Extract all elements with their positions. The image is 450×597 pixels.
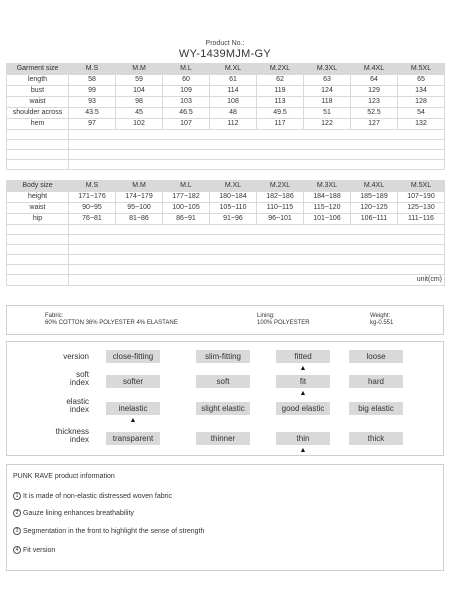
- item-text: It is made of non-elastic distressed woven fabric: [23, 492, 173, 500]
- empty-cell: [7, 140, 69, 150]
- table-cell: 108: [210, 97, 257, 108]
- table-cell: 65: [398, 75, 445, 86]
- weight-value: kg-0.551: [370, 320, 394, 326]
- fit-option: transparent: [106, 432, 160, 445]
- table-cell: 81~86: [116, 214, 163, 225]
- empty-cell: [69, 255, 445, 265]
- header-size: M.3XL: [304, 181, 351, 192]
- item-text: Fit version: [23, 546, 56, 554]
- table-cell: 76~81: [69, 214, 116, 225]
- empty-cell: [7, 150, 69, 160]
- fit-option: thinner: [196, 432, 250, 445]
- info-list-item: [13, 546, 55, 554]
- table-cell: 93: [69, 97, 116, 108]
- header-size: M.2XL: [257, 64, 304, 75]
- table-cell: 43.5: [69, 108, 116, 119]
- empty-row: [7, 225, 445, 235]
- table-cell: 110~115: [257, 203, 304, 214]
- weight-label: Weight:: [370, 313, 391, 319]
- table-cell: 99: [69, 86, 116, 97]
- empty-cell: [7, 275, 69, 286]
- info-list-item: [13, 509, 134, 517]
- fit-option: thick: [349, 432, 403, 445]
- fit-option: big elastic: [349, 402, 403, 415]
- table-cell: 98: [116, 97, 163, 108]
- row-label: height: [7, 192, 69, 203]
- fit-row-label: version: [63, 352, 89, 361]
- table-row: [7, 192, 445, 203]
- fit-option: slim-fitting: [196, 350, 250, 363]
- table-cell: 180~184: [210, 192, 257, 203]
- fit-index-box: [6, 341, 444, 456]
- empty-cell: [7, 245, 69, 255]
- table-row: [7, 119, 445, 130]
- table-cell: 128: [398, 97, 445, 108]
- table-cell: 101~106: [304, 214, 351, 225]
- selected-indicator-icon: ▲: [299, 447, 307, 454]
- empty-cell: [69, 245, 445, 255]
- table-cell: 120~125: [351, 203, 398, 214]
- table-cell: 111~116: [398, 214, 445, 225]
- table-cell: 117: [257, 119, 304, 130]
- table-cell: 45: [116, 108, 163, 119]
- fit-option: close-fitting: [106, 350, 160, 363]
- fit-option: good elastic: [276, 402, 330, 415]
- table-cell: 48: [210, 108, 257, 119]
- table-cell: 105~110: [210, 203, 257, 214]
- row-label: bust: [7, 86, 69, 97]
- product-no-label: Product No.:: [205, 40, 245, 47]
- empty-cell: [7, 235, 69, 245]
- empty-row: [7, 255, 445, 265]
- info-list-item: [13, 492, 172, 500]
- table-cell: 58: [69, 75, 116, 86]
- table-row: [7, 214, 445, 225]
- table-cell: 112: [210, 119, 257, 130]
- table-header-row: [7, 64, 445, 75]
- selected-indicator-icon: ▲: [299, 390, 307, 397]
- table-cell: 132: [398, 119, 445, 130]
- table-cell: 177~182: [163, 192, 210, 203]
- table-cell: 97: [69, 119, 116, 130]
- table-cell: 109: [163, 86, 210, 97]
- weight-block: [370, 313, 393, 327]
- table-cell: 124: [304, 86, 351, 97]
- table-cell: 103: [163, 97, 210, 108]
- empty-cell: [7, 265, 69, 275]
- table-row: [7, 97, 445, 108]
- table-cell: 61: [210, 75, 257, 86]
- item-text: Segmentation in the front to highlight the sense of strength: [23, 527, 205, 535]
- header-size: M.2XL: [257, 181, 304, 192]
- table-cell: 184~188: [304, 192, 351, 203]
- header-label: Garment size: [7, 64, 69, 75]
- table-cell: 106~111: [351, 214, 398, 225]
- selected-indicator-icon: ▲: [129, 417, 137, 424]
- header-size: M.5XL: [398, 181, 445, 192]
- table-cell: 118: [304, 97, 351, 108]
- empty-cell: [7, 255, 69, 265]
- header-size: M.L: [163, 181, 210, 192]
- empty-row: [7, 140, 445, 150]
- table-cell: 104: [116, 86, 163, 97]
- product-info-box: [6, 464, 444, 571]
- fit-option: softer: [106, 375, 160, 388]
- table-cell: 113: [257, 97, 304, 108]
- empty-cell: [69, 130, 445, 140]
- table-cell: 90~95: [69, 203, 116, 214]
- fit-option: loose: [349, 350, 403, 363]
- table-cell: 125~130: [398, 203, 445, 214]
- header-size: M.S: [69, 64, 116, 75]
- table-cell: 62: [257, 75, 304, 86]
- table-cell: 49.5: [257, 108, 304, 119]
- fit-row-label: soft index: [69, 370, 89, 387]
- fit-row-label: thickness index: [55, 427, 89, 444]
- table-cell: 123: [351, 97, 398, 108]
- empty-row: [7, 160, 445, 170]
- table-cell: 171~176: [69, 192, 116, 203]
- row-label: waist: [7, 203, 69, 214]
- table-cell: 91~96: [210, 214, 257, 225]
- header-label: Body size: [7, 181, 69, 192]
- empty-row: [7, 265, 445, 275]
- header-size: M.M: [116, 181, 163, 192]
- fabric-value: 60% COTTON 36% POLYESTER 4% ELASTANE: [45, 320, 178, 326]
- fit-option: hard: [349, 375, 403, 388]
- product-info-title: PUNK RAVE product information: [13, 473, 115, 480]
- row-label: length: [7, 75, 69, 86]
- garment-size-table: [6, 63, 445, 170]
- table-cell: 64: [351, 75, 398, 86]
- table-cell: 54: [398, 108, 445, 119]
- table-cell: 59: [116, 75, 163, 86]
- unit-row: [7, 275, 445, 286]
- table-header-row: [7, 181, 445, 192]
- item-number-badge: 2: [13, 509, 21, 517]
- item-number-badge: 4: [13, 546, 21, 554]
- lining-block: [257, 313, 310, 327]
- empty-row: [7, 245, 445, 255]
- table-cell: 119: [257, 86, 304, 97]
- empty-row: [7, 130, 445, 140]
- table-cell: 129: [351, 86, 398, 97]
- fabric-info-box: [6, 305, 444, 335]
- table-cell: 174~179: [116, 192, 163, 203]
- info-list-item: [13, 527, 204, 535]
- empty-row: [7, 150, 445, 160]
- table-cell: 107~190: [398, 192, 445, 203]
- product-header: [0, 40, 450, 60]
- table-cell: 115~120: [304, 203, 351, 214]
- fit-option: slight elastic: [196, 402, 250, 415]
- fit-option: fit: [276, 375, 330, 388]
- row-label: hem: [7, 119, 69, 130]
- fit-option: thin: [276, 432, 330, 445]
- fit-row-label: elastic index: [66, 397, 89, 414]
- header-size: M.XL: [210, 64, 257, 75]
- table-cell: 134: [398, 86, 445, 97]
- table-cell: 60: [163, 75, 210, 86]
- table-cell: 100~105: [163, 203, 210, 214]
- table-row: [7, 108, 445, 119]
- table-cell: 86~91: [163, 214, 210, 225]
- row-label: shoulder across: [7, 108, 69, 119]
- empty-cell: [7, 130, 69, 140]
- header-size: M.S: [69, 181, 116, 192]
- fit-option: fitted: [276, 350, 330, 363]
- item-number-badge: 3: [13, 527, 21, 535]
- selected-indicator-icon: ▲: [299, 365, 307, 372]
- row-label: hip: [7, 214, 69, 225]
- table-row: [7, 86, 445, 97]
- header-size: M.XL: [210, 181, 257, 192]
- unit-label: unit(cm): [69, 275, 445, 286]
- table-cell: 182~186: [257, 192, 304, 203]
- empty-row: [7, 235, 445, 245]
- header-size: M.4XL: [351, 181, 398, 192]
- empty-cell: [69, 265, 445, 275]
- empty-cell: [69, 235, 445, 245]
- product-code: WY-1439MJM-GY: [178, 48, 272, 60]
- table-cell: 52.5: [351, 108, 398, 119]
- table-row: [7, 75, 445, 86]
- table-cell: 46.5: [163, 108, 210, 119]
- table-cell: 102: [116, 119, 163, 130]
- table-cell: 51: [304, 108, 351, 119]
- header-size: M.M: [116, 64, 163, 75]
- empty-cell: [7, 160, 69, 170]
- header-size: M.5XL: [398, 64, 445, 75]
- table-cell: 127: [351, 119, 398, 130]
- empty-cell: [69, 140, 445, 150]
- header-size: M.4XL: [351, 64, 398, 75]
- empty-cell: [69, 150, 445, 160]
- body-size-table: [6, 180, 445, 286]
- table-cell: 122: [304, 119, 351, 130]
- header-size: M.3XL: [304, 64, 351, 75]
- item-number-badge: 1: [13, 492, 21, 500]
- table-cell: 114: [210, 86, 257, 97]
- empty-cell: [69, 225, 445, 235]
- table-cell: 96~101: [257, 214, 304, 225]
- fabric-block: [45, 313, 178, 327]
- table-cell: 107: [163, 119, 210, 130]
- table-row: [7, 203, 445, 214]
- fit-option: soft: [196, 375, 250, 388]
- empty-cell: [69, 160, 445, 170]
- table-cell: 95~100: [116, 203, 163, 214]
- fabric-label: Fabric:: [45, 313, 64, 319]
- lining-label: Lining:: [257, 313, 275, 319]
- fit-option: inelastic: [106, 402, 160, 415]
- table-cell: 185~189: [351, 192, 398, 203]
- lining-value: 100% POLYESTER: [257, 320, 310, 326]
- item-text: Gauze lining enhances breathability: [23, 509, 134, 517]
- row-label: waist: [7, 97, 69, 108]
- empty-cell: [7, 225, 69, 235]
- table-cell: 63: [304, 75, 351, 86]
- header-size: M.L: [163, 64, 210, 75]
